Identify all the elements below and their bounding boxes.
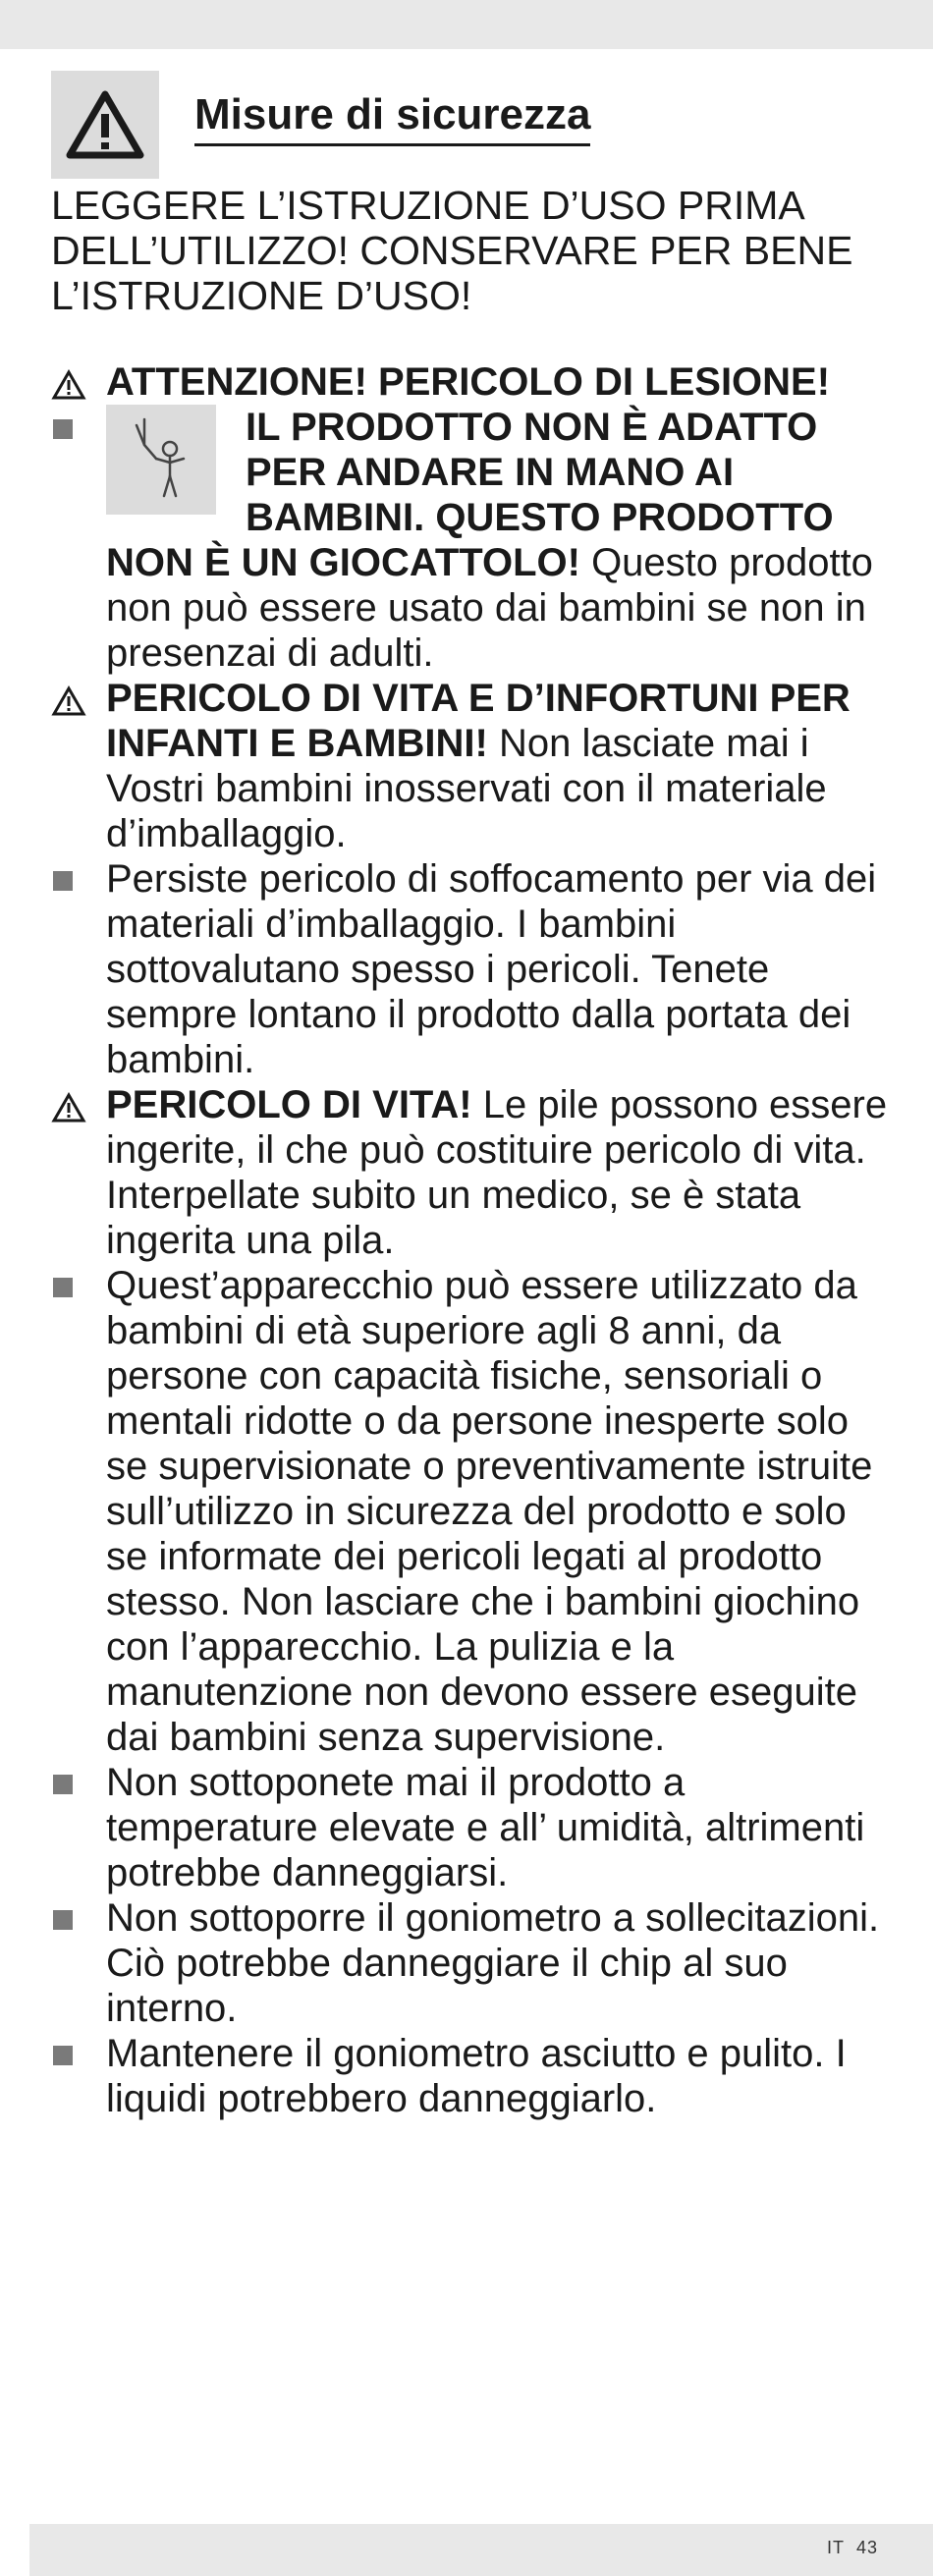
bullet-square-icon bbox=[51, 1895, 100, 1941]
warn-battery-bold: PERICOLO DI VITA! bbox=[106, 1083, 472, 1126]
bullet-square-icon bbox=[51, 1760, 100, 1805]
not-for-children-text: Questo prodotto non può essere usato dai bambini se non in presenzai di adulti. bbox=[106, 541, 873, 675]
safety-content bbox=[51, 183, 888, 2121]
bullet-square-icon bbox=[51, 1263, 100, 1308]
intro-notice: LEGGERE L’ISTRUZIONE D’USO PRIMA DELL’UTILIZZO! CONSERVARE PER BENE L’ISTRUZIONE D’USO! bbox=[51, 183, 853, 318]
bullet-square-icon bbox=[51, 2031, 100, 2076]
footer-block bbox=[0, 2524, 29, 2576]
bullet-square-icon bbox=[51, 856, 100, 902]
warn-battery-text: Le pile possono essere ingerite, il che può costituire pericolo di vita. Interpellate subito un medico, se è stata ingerita una pila. bbox=[106, 1083, 888, 1262]
warning-triangle-icon bbox=[51, 71, 159, 179]
page-footer bbox=[815, 2538, 878, 2558]
list-item-dry bbox=[51, 2031, 888, 2121]
suffocation-text: Persiste pericolo di soffocamento per via dei materiali d’imballaggio. I bambini sottovalutano spesso i pericoli. Tenete sempre lontano il prodotto dalla portata dei bambini. bbox=[106, 857, 877, 1081]
section-header bbox=[51, 71, 896, 181]
temperature-text: Non sottoponete mai il prodotto a temperature elevate e all’ umidità, altrimenti potrebbe danneggiarsi. bbox=[106, 1761, 865, 1894]
list-item-suffocation bbox=[51, 856, 888, 1082]
page-title: Misure di sicurezza bbox=[194, 90, 590, 146]
warn-infant-bold: PERICOLO DI VITA E D’INFORTUNI PER INFANTI E BAMBINI! bbox=[106, 677, 851, 765]
list-item-temperature bbox=[51, 1760, 888, 1895]
footer-language: IT bbox=[826, 2538, 845, 2557]
top-band bbox=[0, 0, 933, 49]
attention-heading-text: ATTENZIONE! PERICOLO DI LESIONE! bbox=[106, 360, 831, 404]
list-item-not-for-children bbox=[51, 405, 888, 676]
warning-triangle-icon bbox=[51, 682, 86, 727]
warn-infant-text: Non lasciate mai i Vostri bambini inosservati con il materiale d’imballaggio. bbox=[106, 722, 827, 855]
age-text: Quest’apparecchio può essere utilizzato da bambini di età superiore agli 8 anni, da persone con capacità fisiche, sensoriali o mentali ridotte o da persone inesperte solo se supervisionate o preventivamente istruite sull’utilizzo in sicurezza del prodotto e solo se informate dei pericoli legati al prodotto stesso. Non lasciare che i bambini giochino con l’apparecchio. La pulizia e la manutenzione non devono essere eseguite dai bambini senza supervisione. bbox=[106, 1264, 873, 1759]
stress-text: Non sottoporre il goniometro a sollecitazioni. Ciò potrebbe danneggiare il chip al suo interno. bbox=[106, 1896, 880, 2030]
not-for-children-bold: IL PRODOTTO NON È ADATTO PER ANDARE IN MANO AI BAMBINI. QUESTO PRODOTTO NON È UN GIOCATTOLO! bbox=[106, 406, 834, 584]
warning-triangle-icon bbox=[51, 1088, 86, 1133]
bottom-band bbox=[0, 2524, 933, 2576]
dry-text: Mantenere il goniometro asciutto e pulito. I liquidi potrebbero danneggiarlo. bbox=[106, 2032, 847, 2120]
child-hand-icon bbox=[106, 405, 216, 515]
page-number: 43 bbox=[855, 2538, 878, 2557]
attention-heading bbox=[51, 359, 888, 405]
list-item-age bbox=[51, 1263, 888, 1760]
list-item-stress bbox=[51, 1895, 888, 2031]
warn-infant bbox=[51, 676, 888, 856]
warn-battery bbox=[51, 1082, 888, 1263]
bullet-square-icon bbox=[51, 405, 100, 450]
